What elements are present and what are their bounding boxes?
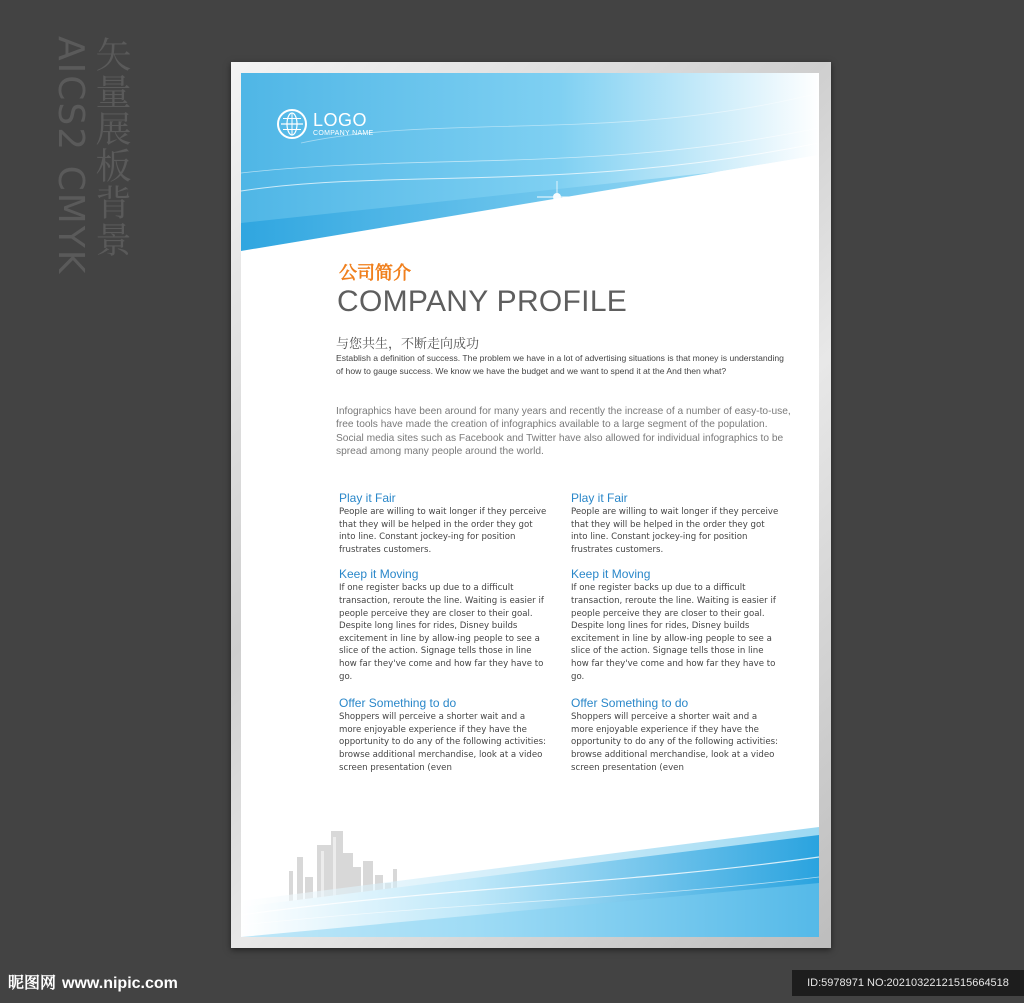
content-columns: [339, 491, 779, 785]
page-title: COMPANY PROFILE: [337, 285, 628, 318]
section: [339, 567, 547, 683]
company-name: COMPANY NAME: [313, 129, 374, 137]
section-heading: Play it Fair: [571, 491, 628, 505]
content-column-left: [339, 491, 547, 785]
section: [339, 491, 547, 556]
intro-paragraph-1: Establish a definition of success. The problem we have in a lot of advertising situations is that money is understanding of how to gauge success. We know we have the budget and we want to spend it at the And then what?: [336, 353, 784, 376]
section-heading: Play it Fair: [339, 491, 396, 505]
header-wave-graphic: [241, 73, 819, 263]
section-heading: Offer Something to do: [339, 696, 457, 711]
section-heading: Offer Something to do: [571, 696, 689, 711]
section-body: People are willing to wait longer if they perceive that they will be helped in the order they got into line. Constant jockey-ing for position frustrates customers.: [571, 507, 779, 555]
section-body: Shoppers will perceive a shorter wait and a more enjoyable experience if they have the opportunity to do any of the following activities: browse additional merchandise, look at a video screen presentation (even: [571, 712, 778, 773]
section-heading: Keep it Moving: [571, 567, 651, 582]
side-caption-chinese: 矢量展板背景: [90, 36, 131, 258]
side-caption: [50, 36, 131, 276]
poster-board: [241, 73, 819, 937]
slogan: 与您共生，不断走向成功: [336, 337, 480, 352]
globe-icon: [277, 109, 307, 139]
footer-skyline-graphic: [241, 827, 819, 937]
section-body: Shoppers will perceive a shorter wait and a more enjoyable experience if they have the opportunity to do any of the following activities: browse additional merchandise, look at a video screen presentation (even: [339, 712, 546, 773]
side-caption-english: AICS2 CMYK: [50, 36, 91, 276]
title-chinese: 公司简介: [339, 263, 411, 284]
section: [571, 567, 779, 683]
content-column-right: [571, 491, 779, 785]
section: [571, 696, 779, 774]
intro-paragraph-2: Infographics have been around for many years and recently the increase of a number of easy-to-use, free tools have made the creation of infographics available to a large segment of the population. Social media sites such as Facebook and Twitter have also allowed for individual infographics to be spread among many people around the world.: [336, 406, 791, 458]
company-logo: [277, 109, 374, 139]
section: [571, 491, 779, 556]
section-heading: Keep it Moving: [339, 567, 419, 582]
watermark-brand-name: 昵图网: [8, 973, 57, 992]
watermark-brand: [8, 970, 178, 993]
poster-frame: [231, 62, 831, 948]
section-body: If one register backs up due to a difficult transaction, reroute the line. Waiting is easier if people perceive they are closer to their goal. Despite long lines for rides, Disney builds excitement in line by allow-ing people to see a slice of the action. Signage tells those in line how far they've come and how far they have to go.: [571, 583, 776, 682]
watermark-id: ID:5978971 NO:20210322121515664518: [792, 970, 1024, 996]
watermark-site: www.nipic.com: [62, 975, 178, 992]
logo-text: LOGO: [313, 109, 368, 130]
section-body: People are willing to wait longer if they perceive that they will be helped in the order they got into line. Constant jockey-ing for position frustrates customers.: [339, 507, 547, 555]
section: [339, 696, 547, 774]
section-body: If one register backs up due to a difficult transaction, reroute the line. Waiting is easier if people perceive they are closer to their goal. Despite long lines for rides, Disney builds excitement in line by allow-ing people to see a slice of the action. Signage tells those in line how far they've come and how far they have to go.: [339, 583, 544, 682]
